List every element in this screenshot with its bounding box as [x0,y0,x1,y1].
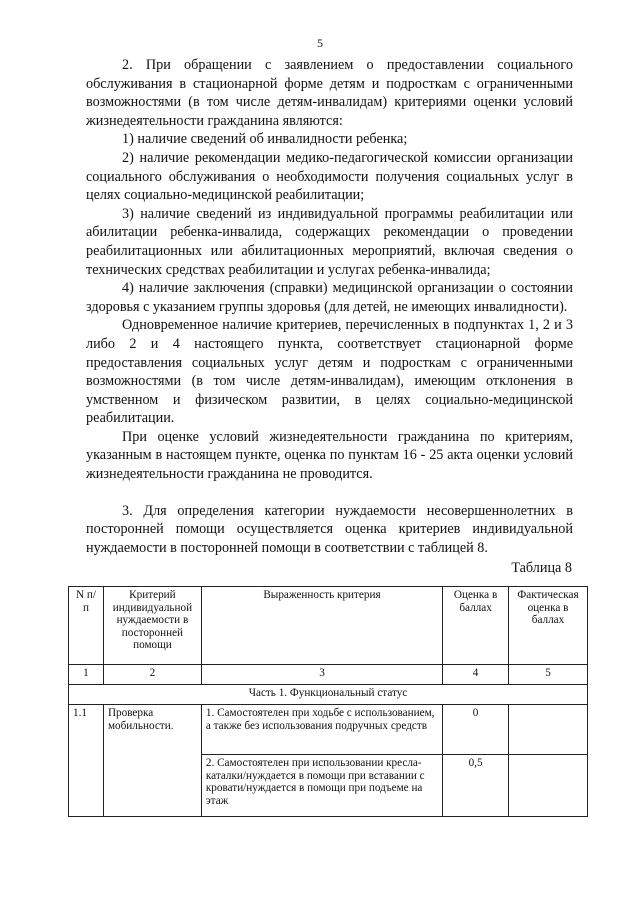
option-text: 2. Самостоятелен при использовании кресла-каталки/нуждается в помощи при вставании с кровати/нуждается в помощи при подъеме на этаж [201,755,442,817]
document-body [86,56,573,557]
paragraph-subitem-2: 2) наличие рекомендации медико-педагогической комиссии организации социального обслуживания о необходимости получения социальных услуг в целях социально-медицинской реабилитации; [86,149,573,204]
header-cell: Критерий индивидуальной нуждаемости в посторонней помощи [103,587,201,665]
table-row [69,705,588,755]
header-cell: Фактическая оценка в баллах [509,587,588,665]
paragraph-subitem-4: 4) наличие заключения (справки) медицинской организации о состоянии здоровья с указанием группы здоровья (для детей, не имеющих инвалидности). [86,280,573,315]
header-cell: Оценка в баллах [443,587,509,665]
paragraph-subitem-1: 1) наличие сведений об инвалидности ребенка; [122,131,408,148]
section-row [69,685,588,705]
paragraph-criteria-combination: Одновременное наличие критериев, перечисленных в подпунктах 1, 2 и 3 либо 2 и 4 настоящего пункта, соответствует стационарной форме предоставления социальных услуг детям и подросткам с ограниченными возможностями (в том числе детям-инвалидам), имеющим отклонения в умственном и физическом развитии, в целях социально-медицинской реабилитации. [86,317,573,427]
column-number: 4 [443,665,509,685]
table-caption: Таблица 8 [511,560,572,576]
column-number: 5 [509,665,588,685]
header-cell: N п/п [69,587,104,665]
header-cell: Выраженность критерия [201,587,442,665]
table-header-row [69,587,588,665]
column-number-row [69,665,588,685]
paragraph-assessment-note: При оценке условий жизнедеятельности гражданина по критериям, указанным в настоящем пункте, оценка по пунктам 16 - 25 акта оценки условий жизнедеятельности гражданина не проводится. [86,428,573,483]
column-number: 1 [69,665,104,685]
column-number: 3 [201,665,442,685]
option-text: 1. Самостоятелен при ходьбе с использованием, а также без использования подручных средств [201,705,442,755]
paragraph-subitem-3: 3) наличие сведений из индивидуальной программы реабилитации или абилитации ребенка-инвалида, содержащих рекомендации о проведении реабилитационных или абилитационных мероприятий, включая сведения о технических средствах реабилитации и услугах ребенка-инвалида; [86,205,573,278]
option-score: 0 [443,705,509,755]
paragraph-item-2: 2. При обращении с заявлением о предоставлении социального обслуживания в стационарной форме детям и подросткам с ограниченными возможностями (в том числе детям-инвалидам) критериями оценки условий жизнедеятельности гражданина являются: [86,57,573,129]
criteria-table [68,586,588,817]
option-actual-score [509,705,588,755]
row-number: 1.1 [69,705,104,817]
column-number: 2 [103,665,201,685]
paragraph-item-3: 3. Для определения категории нуждаемости несовершеннолетних в посторонней помощи осуществляется оценка критериев индивидуальной нуждаемости в посторонней помощи в соответствии с таблицей 8. [86,502,573,556]
option-actual-score [509,755,588,817]
page-number: 5 [317,36,323,50]
section-title: Часть 1. Функциональный статус [69,685,588,705]
row-criterion: Проверка мобильности. [103,705,201,817]
option-score: 0,5 [443,755,509,817]
